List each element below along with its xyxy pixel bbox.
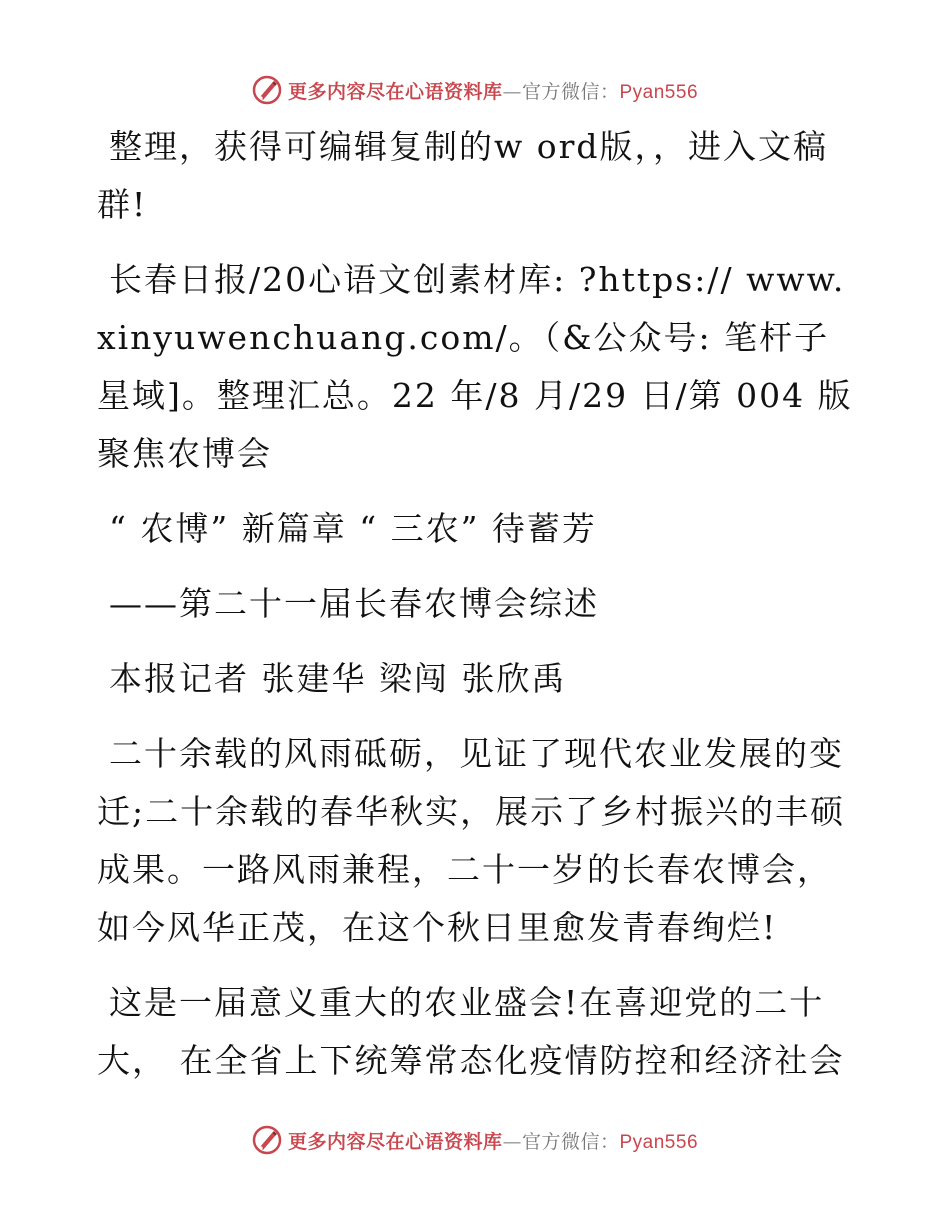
paragraph-intro: 整理，获得可编辑复制的w ord版，，进入文稿群! (97, 127, 829, 224)
paragraph-source: 长春日报/20心语文创素材库: ?https:// www.xinyuwenchuang.com/。（&公众号: 笔杆子星域]。整理汇总。22 年/8 月/29 日/第 004 版聚焦农博会 (97, 260, 853, 473)
paragraph-body-2: 这是一届意义重大的农业盛会!在喜迎党的二十大， 在全省上下统筹常态化疫情防控和经济社会 (97, 983, 845, 1080)
banner-official-label: 官方微信： (521, 80, 620, 103)
article-byline: 本报记者 张建华 梁闯 张欣禹 (109, 659, 567, 698)
banner-separator: — (502, 80, 522, 103)
paragraph-body-1: 二十余载的风雨砥砺，见证了现代农业发展的变迁;二十余载的春华秋实，展示了乡村振兴的丰硕成果。一路风雨兼程，二十一岁的长春农博会，如今风华正茂，在这个秋日里愈发青春绚烂! (97, 734, 846, 947)
banner-wechat-id: Pyan556 (619, 1131, 699, 1153)
banner-wechat-id: Pyan556 (619, 81, 699, 103)
banner-separator: — (502, 1130, 522, 1153)
article-title: “ 农博” 新篇章 “ 三农” 待蓄芳 (109, 509, 597, 548)
banner-main-text: 更多内容尽在心语资料库 (287, 1130, 503, 1153)
document-body (97, 118, 857, 1107)
banner-official-label: 官方微信： (521, 1130, 620, 1153)
article-subtitle: ——第二十一届长春农博会综述 (109, 584, 599, 623)
pen-logo-icon (252, 75, 282, 105)
header-banner (0, 70, 950, 110)
banner-main-text: 更多内容尽在心语资料库 (287, 80, 503, 103)
pen-logo-icon (252, 1125, 282, 1155)
footer-banner (0, 1120, 950, 1160)
